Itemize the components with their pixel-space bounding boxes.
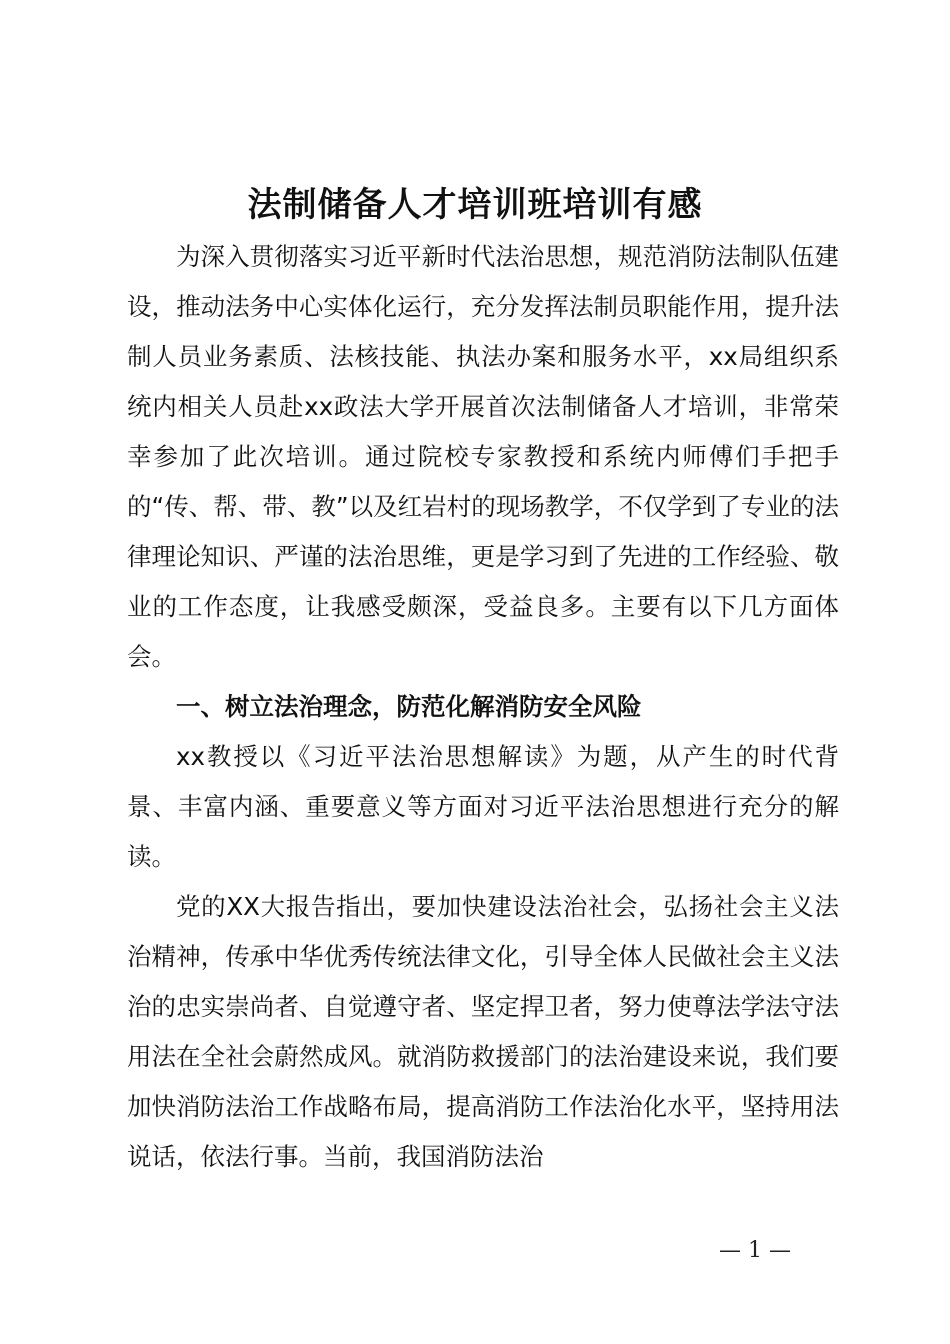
page-number: — 1 — bbox=[719, 1238, 791, 1263]
paragraph-intro: 为深入贯彻落实习近平新时代法治思想，规范消防法制队伍建设，推动法务中心实体化运行，充分发挥法制员职能作用，提升法制人员业务素质、法核技能、执法办案和服务水平，xx局组织系统内相关人员赴xx政法大学开展首次法制储备人才培训，非常荣幸参加了此次培训。通过院校专家教授和系统内师傅们手把手的“传、帮、带、教”以及红岩村的现场教学，不仅学到了专业的法律理论知识、严谨的法治思维，更是学习到了先进的工作经验、敬业的工作态度，让我感受颇深，受益良多。主要有以下几方面体会。 bbox=[127, 242, 839, 671]
paragraph-congress-report: 党的XX大报告指出，要加快建设法治社会，弘扬社会主义法治精神，传承中华优秀传统法律文化，引导全体人民做社会主义法治的忠实崇尚者、自觉遵守者、坚定捍卫者，努力使尊法学法守法用法在全社会蔚然成风。就消防救援部门的法治建设来说，我们要加快消防法治工作战略布局，提高消防工作法治化水平，坚持用法说话，依法行事。当前，我国消防法治 bbox=[127, 892, 839, 1171]
paragraph-lecture: xx教授以《习近平法治思想解读》为题，从产生的时代背景、丰富内涵、重要意义等方面对习近平法治思想进行充分的解读。 bbox=[127, 742, 839, 871]
document-title: 法制储备人才培训班培训有感 bbox=[247, 185, 703, 225]
section-heading: 一、树立法治理念，防范化解消防安全风险 bbox=[176, 692, 642, 721]
document-body bbox=[127, 232, 839, 1182]
